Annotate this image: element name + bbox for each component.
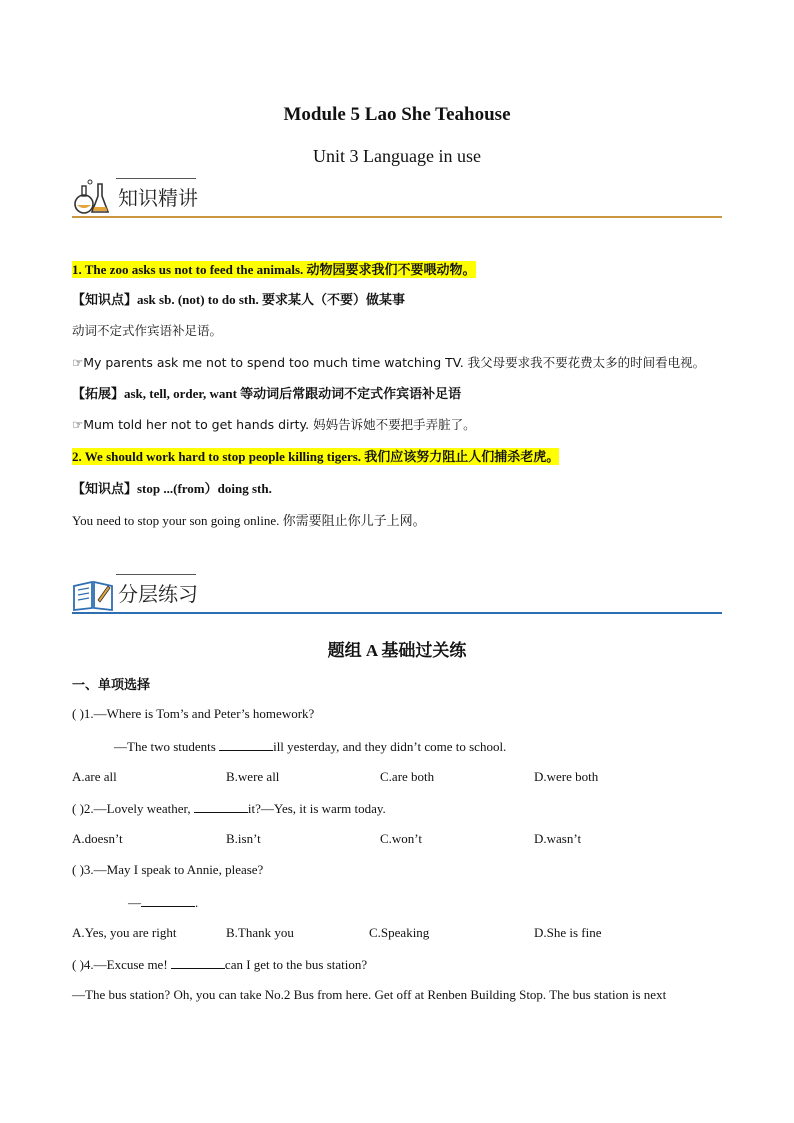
answer-blank[interactable] [141,894,195,907]
question-1-option-b[interactable]: B.were all [226,769,280,784]
page-subtitle: Unit 3 Language in use [313,146,481,166]
part-title: 一、单项选择 [72,677,151,692]
question-4-stem: ( )4.—Excuse me! can I get to the bus station? [72,957,368,972]
question-2-option-b[interactable]: B.isn’t [226,831,261,846]
group-title: 题组 A 基础过关练 [327,641,467,660]
question-1-option-d[interactable]: D.were both [534,769,599,784]
header-overline [116,574,196,575]
section-label: 分层练习 [118,582,198,606]
question-3-option-a[interactable]: A.Yes, you are right [72,925,177,940]
question-2-option-d[interactable]: D.wasn’t [534,831,582,846]
question-1-stem: ( )1.—Where is Tom’s and Peter’s homework? [72,706,315,721]
section-divider [72,216,722,218]
answer-blank[interactable] [194,800,248,813]
question-3-line2: — . [128,895,199,910]
question-3-option-c[interactable]: C.Speaking [369,925,430,940]
point1-heading: 1. The zoo asks us not to feed the animals. 动物园要求我们不要喂动物。 [72,262,476,277]
question-3-option-d[interactable]: D.She is fine [534,925,602,940]
section-header-knowledge [72,178,722,218]
open-book-icon [72,576,114,612]
point1-note: 动词不定式作宾语补足语。 [72,323,223,338]
header-overline [116,178,196,179]
question-4-line2: —The bus station? Oh, you can take No.2 Bus from here. Get off at Renben Building Stop. The bus station is next [72,987,667,1002]
point2-example: You need to stop your son going online. 你需要阻止你儿子上网。 [72,513,426,528]
question-2-stem: ( )2.—Lovely weather, it?—Yes, it is warm today. [72,801,386,816]
question-3-stem: ( )3.—May I speak to Annie, please? [72,862,264,877]
question-2-option-a[interactable]: A.doesn’t [72,831,123,846]
question-3-option-b[interactable]: B.Thank you [226,925,294,940]
section-divider [72,612,722,614]
point1-example: ☞My parents ask me not to spend too much time watching TV. 我父母要求我不要花费太多的时间看电视。 [72,355,706,370]
question-2-option-c[interactable]: C.won’t [380,831,423,846]
question-1-option-a[interactable]: A.are all [72,769,117,784]
section-label: 知识精讲 [118,186,198,210]
point1-knowledge: 【知识点】ask sb. (not) to do sth. 要求某人（不要）做某事 [72,292,405,307]
point2-knowledge: 【知识点】stop ...(from）doing sth. [72,481,272,496]
answer-blank[interactable] [219,738,273,751]
point1-extend: 【拓展】ask, tell, order, want 等动词后常跟动词不定式作宾语补足语 [72,386,462,401]
chemistry-flask-icon [72,178,112,216]
question-1-option-c[interactable]: C.are both [380,769,435,784]
page-title: Module 5 Lao She Teahouse [283,104,511,125]
question-1-line2: —The two students ill yesterday, and they didn’t come to school. [114,739,507,754]
answer-blank[interactable] [171,956,225,969]
point1-example2: ☞Mum told her not to get hands dirty. 妈妈告诉她不要把手弄脏了。 [72,417,476,432]
point2-heading: 2. We should work hard to stop people killing tigers. 我们应该努力阻止人们捕杀老虎。 [72,449,560,464]
section-header-practice [72,574,722,614]
